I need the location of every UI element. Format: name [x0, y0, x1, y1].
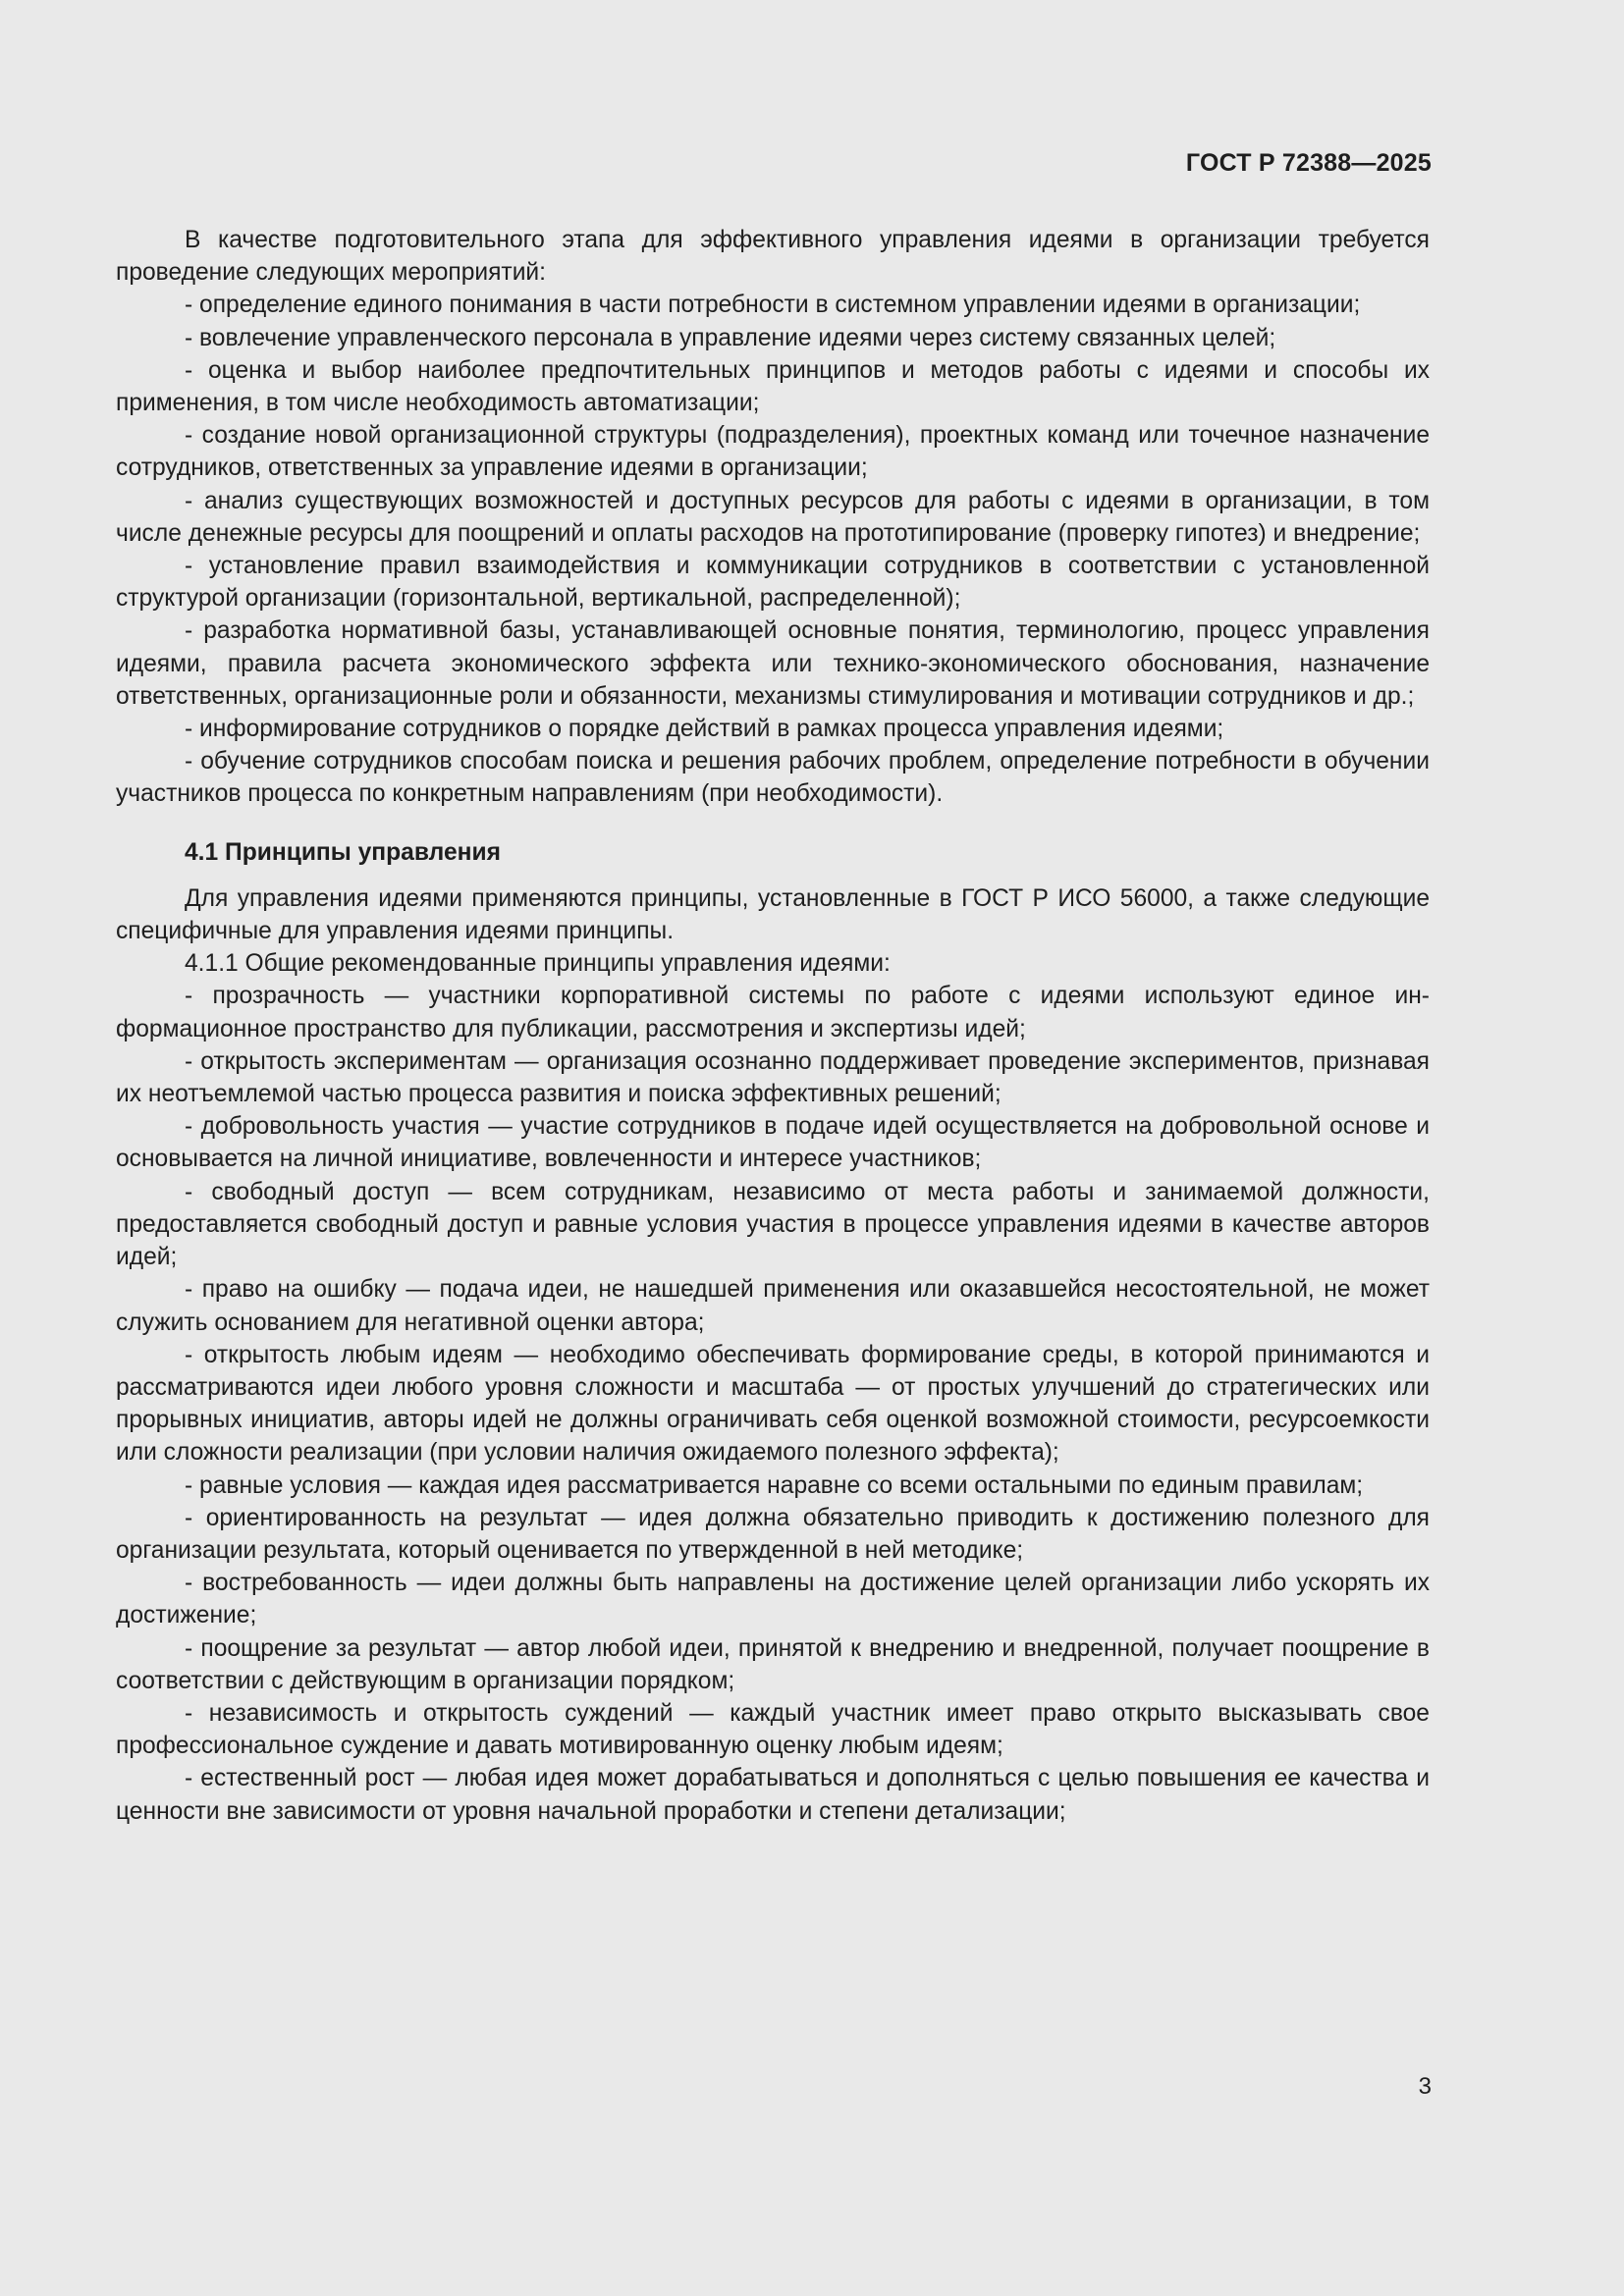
list-item: - востребованность — идеи должны быть направлены на достижение целей организации либо ускорять их достижение; [116, 1570, 1430, 1629]
list-item: - определение единого понимания в части потребности в системном управлении идеями в организации; [185, 292, 1361, 319]
list-item: - естественный рост — любая идея может дорабатываться и дополняться с целью повышения ее качества и ценности вне зависимости от уровня начальной проработки и степени детализации; [116, 1765, 1430, 1825]
list-item: - разработка нормативной базы, устанавливающей основные понятия, терминологию, процесс управления идеями, правила расчета экономического эффекта или технико-экономического обоснования, назначение ответственных, организационные роли и обязанности, механизмы стимулирования и мотивации сотрудников и др.; [116, 617, 1430, 710]
list-item: - информирование сотрудников о порядке действий в рамках процесса управления идеями; [185, 716, 1224, 743]
section-heading: 4.1 Принципы управления [185, 838, 501, 866]
list-item: - вовлечение управленческого персонала в управление идеями через систему связанных целей; [185, 324, 1276, 351]
list-item: - добровольность участия — участие сотрудников в подаче идей осуществляется на добровольной основе и основывается на личной инициативе, вовлеченности и интересе участников; [116, 1113, 1430, 1173]
document-header: ГОСТ Р 72388—2025 [1185, 149, 1432, 177]
document-body [116, 224, 1430, 1828]
list-item: - свободный доступ — всем сотрудникам, независимо от места работы и занимаемой должности, предоставляется свободный доступ и равные условия участия в процессе управления идеями в качестве авторов идей; [116, 1178, 1430, 1271]
list-item: - поощрение за результат — автор любой идеи, принятой к внедрению и внедренной, получает поощрение в соответствии с действующим в организации порядком; [116, 1634, 1430, 1694]
list-item: - установление правил взаимодействия и коммуникации сотрудников в соответствии с установленной структурой организации (горизонтальной, вертикальной, распределенной); [116, 553, 1430, 613]
list-item: - обучение сотрудников способам поиска и решения рабочих проблем, определение потребности в обучении участников процесса по конкретным направлениям (при необходимости). [116, 748, 1430, 808]
paragraph: В качестве подготовительного этапа для эффективного управления идеями в организации требуется проведение следующих мероприятий: [116, 227, 1430, 287]
list-item: - право на ошибку — подача идеи, не нашедшей применения или оказавшейся несостоятельной, не может служить основанием для негативной оценки автора; [116, 1276, 1430, 1336]
list-item: - независимость и открытость суждений — каждый участник имеет право открыто высказывать свое профессиональное суждение и давать мотивированную оценку любым идеям; [116, 1699, 1430, 1760]
list-item: - открытость любым идеям — необходимо обеспечивать формирование среды, в которой принимаются и рассматриваются идеи любого уровня сложности и масштаба — от простых улучшений до стратегических или прорывных инициатив, авторы идей не должны ограничивать себя оценкой возможной стоимости, ресурсоемкости или сложности реализации (при условии наличия ожидаемого полезного эффекта); [116, 1341, 1430, 1467]
list-item: - равные условия — каждая идея рассматривается наравне со всеми остальными по единым правилам; [185, 1471, 1364, 1499]
list-item: - ориентированность на результат — идея должна обязательно приводить к достижению полезного для организации результата, который оценивается по утвержденной в ней методике; [116, 1504, 1430, 1564]
page-number: 3 [1418, 2073, 1432, 2100]
subsection-title: 4.1.1 Общие рекомендованные принципы управления идеями: [185, 950, 891, 978]
list-item: - анализ существующих возможностей и доступных ресурсов для работы с идеями в организации, в том числе денежные ресурсы для поощрений и оплаты расходов на прототипирование (проверку гипотез) и внедрение; [116, 487, 1430, 547]
list-item: - открытость экспериментам — организация осознанно поддерживает проведение экспериментов, признавая их неотъемлемой частью процесса развития и поиска эффективных решений; [116, 1047, 1430, 1108]
list-item: - прозрачность — участники корпоративной системы по работе с идеями используют единое информационное пространство для публикации, рассмотрения и экспертизы идей; [116, 983, 1430, 1042]
list-item: - оценка и выбор наиболее предпочтительных принципов и методов работы с идеями и способы их применения, в том числе необходимость автоматизации; [116, 356, 1430, 417]
paragraph: Для управления идеями применяются принципы, установленные в ГОСТ Р ИСО 56000, а также следующие специфичные для управления идеями принципы. [116, 884, 1430, 945]
list-item: - создание новой организационной структуры (подразделения), проектных команд или точечное назначение сотрудников, ответственных за управление идеями в организации; [116, 422, 1430, 482]
